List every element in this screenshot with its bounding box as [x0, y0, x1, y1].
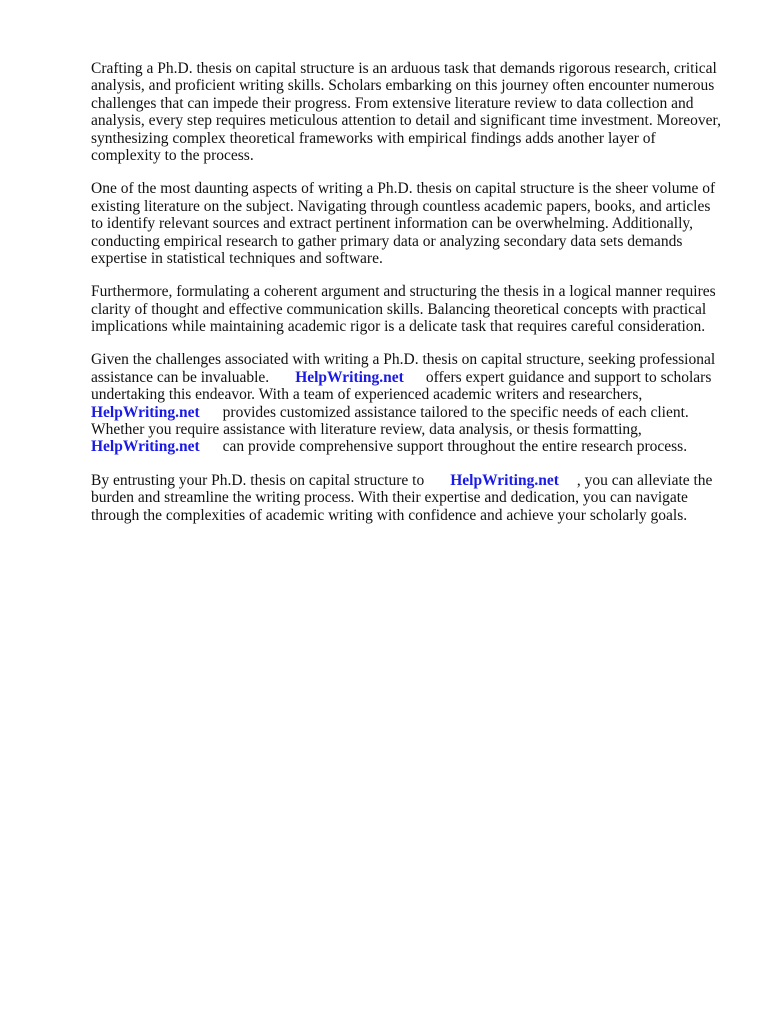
text-line: burden and streamline the writing process. With their expertise and dedication, you can navigate	[91, 489, 688, 507]
text-line	[91, 404, 731, 421]
text-run: By entrusting your Ph.D. thesis on capital structure to	[91, 471, 425, 489]
text-run: offers expert guidance and support to scholars	[425, 368, 712, 386]
helpwriting-link[interactable]: HelpWriting.net	[91, 438, 200, 456]
helpwriting-link[interactable]: HelpWriting.net	[295, 368, 404, 386]
text-line: clarity of thought and effective communication skills. Balancing theoretical concepts with practical	[91, 300, 707, 318]
text-line: analysis, and proficient writing skills. Scholars embarking on this journey often encounter numerous	[91, 77, 715, 95]
text-run: can provide comprehensive support throughout the entire research process.	[222, 438, 688, 456]
paragraph-4	[91, 351, 731, 455]
text-line	[91, 369, 731, 386]
text-run: , you can alleviate the	[576, 471, 713, 489]
text-run: assistance can be invaluable.	[91, 368, 270, 386]
text-line: analysis, every step requires meticulous attention to detail and significant time investment. Moreover,	[91, 112, 721, 130]
text-line: One of the most daunting aspects of writing a Ph.D. thesis on capital structure is the sheer volume of	[91, 180, 716, 198]
text-line: complexity to the process.	[91, 146, 254, 164]
text-line: Crafting a Ph.D. thesis on capital structure is an arduous task that demands rigorous research, critical	[91, 60, 717, 77]
document-body	[91, 60, 731, 540]
text-line	[91, 472, 731, 489]
text-line: conducting empirical research to gather primary data or analyzing secondary data sets demands	[91, 232, 683, 250]
text-line: expertise in statistical techniques and software.	[91, 249, 383, 267]
text-line: Whether you require assistance with literature review, data analysis, or thesis formatting,	[91, 421, 642, 439]
paragraph-5	[91, 472, 731, 524]
text-line: implications while maintaining academic rigor is a delicate task that requires careful consideration.	[91, 318, 706, 336]
text-run: provides customized assistance tailored to the specific needs of each client.	[222, 403, 689, 421]
helpwriting-link[interactable]: HelpWriting.net	[450, 471, 559, 489]
text-line: Furthermore, formulating a coherent argument and structuring the thesis in a logical manner requires	[91, 283, 716, 301]
text-line: Given the challenges associated with writing a Ph.D. thesis on capital structure, seeking professional	[91, 351, 716, 369]
paragraph-1	[91, 60, 731, 164]
text-line: to identify relevant sources and extract pertinent information can be overwhelming. Additionally,	[91, 215, 694, 233]
text-line: synthesizing complex theoretical frameworks with empirical findings adds another layer of	[91, 129, 656, 147]
text-line: challenges that can impede their progress. From extensive literature review to data collection and	[91, 94, 694, 112]
text-line: undertaking this endeavor. With a team of experienced academic writers and researchers,	[91, 386, 643, 404]
helpwriting-link[interactable]: HelpWriting.net	[91, 403, 200, 421]
text-line: through the complexities of academic writing with confidence and achieve your scholarly goals.	[91, 506, 688, 524]
paragraph-2	[91, 180, 731, 267]
text-line	[91, 438, 731, 455]
paragraph-3	[91, 283, 731, 335]
text-line: existing literature on the subject. Navigating through countless academic papers, books, and articles	[91, 197, 711, 215]
